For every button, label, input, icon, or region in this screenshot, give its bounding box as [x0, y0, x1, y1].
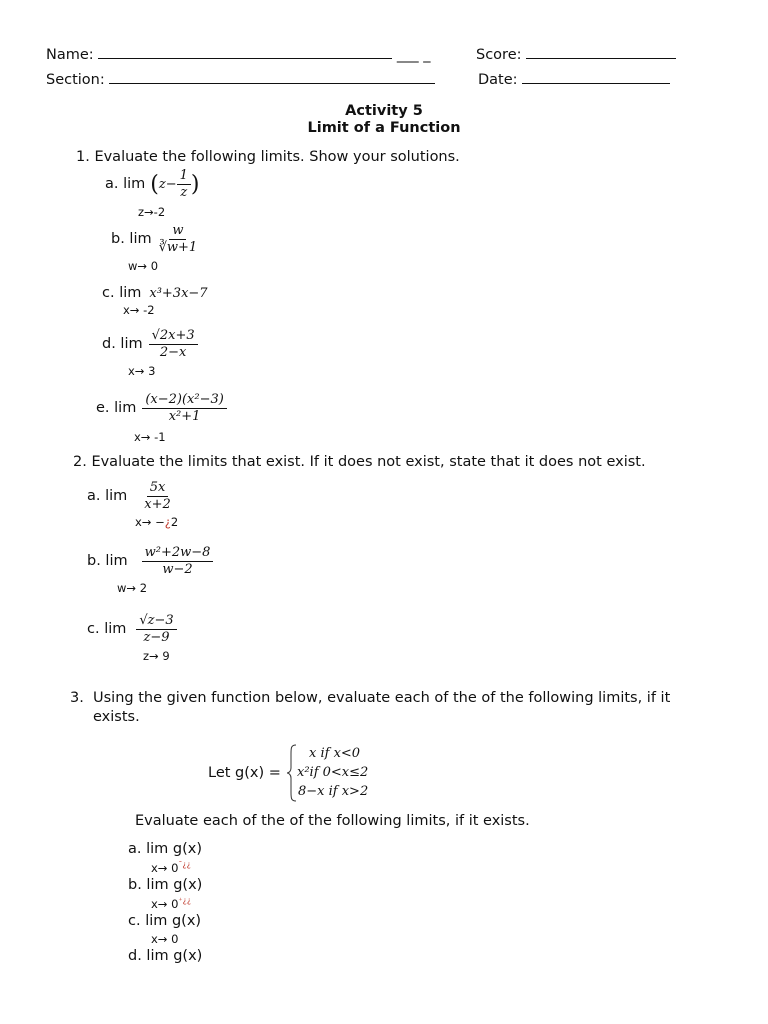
q3c-subscript: x→ 0 — [151, 932, 179, 946]
q2c-subscript: z→ 9 — [143, 649, 170, 663]
section-row — [46, 69, 435, 88]
q1e-numerator: (x−2)(x²−3) — [142, 393, 227, 409]
q1e-limit — [96, 390, 227, 426]
score-line — [526, 44, 676, 59]
q3-instruction: Evaluate each of the of the following limits, if it exists. — [135, 813, 530, 829]
q3-prompt-line1: Using the given function below, evaluate each of the of the following limits, if it — [93, 690, 671, 706]
q2c-fraction — [136, 614, 176, 644]
q2b-label: b. lim — [87, 553, 128, 569]
q2-prompt: 2. Evaluate the limits that exist. If it does not exist, state that it does not exist. — [73, 454, 646, 470]
q2a-subscript — [135, 515, 178, 529]
date-line — [522, 69, 670, 84]
q2a-subscript-post: 2 — [170, 515, 179, 529]
q3b-subscript-glyph: ⁺¿¿ — [178, 896, 192, 905]
name-suffix: ___ _ — [396, 47, 431, 63]
q1c-subscript: x→ -2 — [123, 303, 155, 317]
q1a-fraction — [177, 169, 191, 199]
q2b-limit — [87, 543, 213, 579]
q1a-denominator: z — [180, 184, 188, 200]
q3-let-label: Let g(x) = — [208, 765, 281, 781]
q1c-limit — [102, 285, 208, 301]
q1b-fraction — [156, 224, 201, 254]
q1c-expr: x³+3x−7 — [149, 285, 208, 301]
name-line — [98, 44, 392, 59]
q1a-label: a. lim — [105, 176, 146, 192]
q3a-subscript — [151, 860, 191, 875]
q1d-denominator: 2−x — [159, 344, 187, 360]
q2a-limit — [87, 478, 174, 514]
q3b-label: b. lim g(x) — [128, 877, 203, 893]
section-line — [109, 69, 435, 84]
q3-number: 3. — [70, 690, 84, 706]
q1e-label: e. lim — [96, 400, 137, 416]
q1d-numerator: √2x+3 — [149, 329, 198, 345]
q1b-subscript: w→ 0 — [128, 259, 159, 273]
q2b-denominator: w−2 — [162, 561, 193, 577]
q3b-subscript-text: x→ 0 — [151, 896, 179, 911]
q1a-numerator: 1 — [177, 169, 191, 185]
name-label: Name: — [46, 47, 94, 63]
q1a-expr-left: z− — [158, 176, 177, 192]
q3c-label: c. lim g(x) — [128, 913, 202, 929]
q1a-paren-open: ( — [150, 171, 159, 197]
q3a-label: a. lim g(x) — [128, 841, 202, 857]
score-label: Score: — [476, 47, 522, 63]
q1d-label: d. lim — [102, 336, 143, 352]
q1e-denominator: x²+1 — [168, 408, 201, 424]
q1b-limit — [111, 221, 200, 257]
q3-prompt-line2: exists. — [93, 709, 140, 725]
q1b-label: b. lim — [111, 231, 152, 247]
q1a-paren-close: ) — [190, 171, 200, 197]
q3-piece-1: x if x<0 — [309, 746, 361, 761]
q2a-label: a. lim — [87, 488, 128, 504]
name-row — [46, 44, 431, 63]
activity-subtitle: Limit of a Function — [307, 120, 461, 136]
q3d-label: d. lim g(x) — [128, 948, 203, 964]
q2a-subscript-glyph: ¿ — [164, 515, 171, 529]
q2b-fraction — [142, 546, 214, 576]
q2b-numerator: w²+2w−8 — [142, 546, 214, 562]
q2a-numerator: 5x — [147, 481, 169, 497]
q2b-subscript: w→ 2 — [117, 581, 148, 595]
q3a-subscript-text: x→ 0 — [151, 860, 179, 875]
q1e-subscript: x→ -1 — [134, 430, 166, 444]
q1e-fraction — [142, 393, 227, 423]
q1c-label: c. lim — [102, 285, 142, 301]
section-label: Section: — [46, 72, 105, 88]
q2c-denominator: z−9 — [143, 629, 170, 645]
date-label: Date: — [478, 72, 518, 88]
q1b-numerator: w — [169, 224, 186, 240]
q2c-numerator: √z−3 — [136, 614, 176, 630]
q3b-subscript — [151, 896, 191, 911]
q1d-subscript: x→ 3 — [128, 364, 156, 378]
q3a-subscript-glyph: ¯¿¿ — [178, 860, 191, 869]
score-row — [476, 44, 676, 63]
q1d-limit — [102, 326, 198, 362]
q2a-denominator: x+2 — [144, 496, 171, 512]
q2a-subscript-pre: x→ − — [135, 515, 165, 529]
date-row — [478, 69, 670, 88]
q1a-limit — [105, 164, 200, 204]
q2a-fraction — [141, 481, 174, 511]
activity-title: Activity 5 — [345, 103, 423, 119]
q1a-subscript: z→-2 — [138, 205, 166, 219]
q3-piece-3: 8−x if x>2 — [298, 784, 369, 799]
q3-piece-2: x²if 0<x≤2 — [297, 765, 369, 780]
q1d-fraction — [149, 329, 198, 359]
q1b-denominator: ∛w+1 — [158, 239, 198, 255]
q2c-label: c. lim — [87, 621, 127, 637]
q2c-limit — [87, 611, 177, 647]
q1-prompt: 1. Evaluate the following limits. Show your solutions. — [76, 149, 460, 165]
